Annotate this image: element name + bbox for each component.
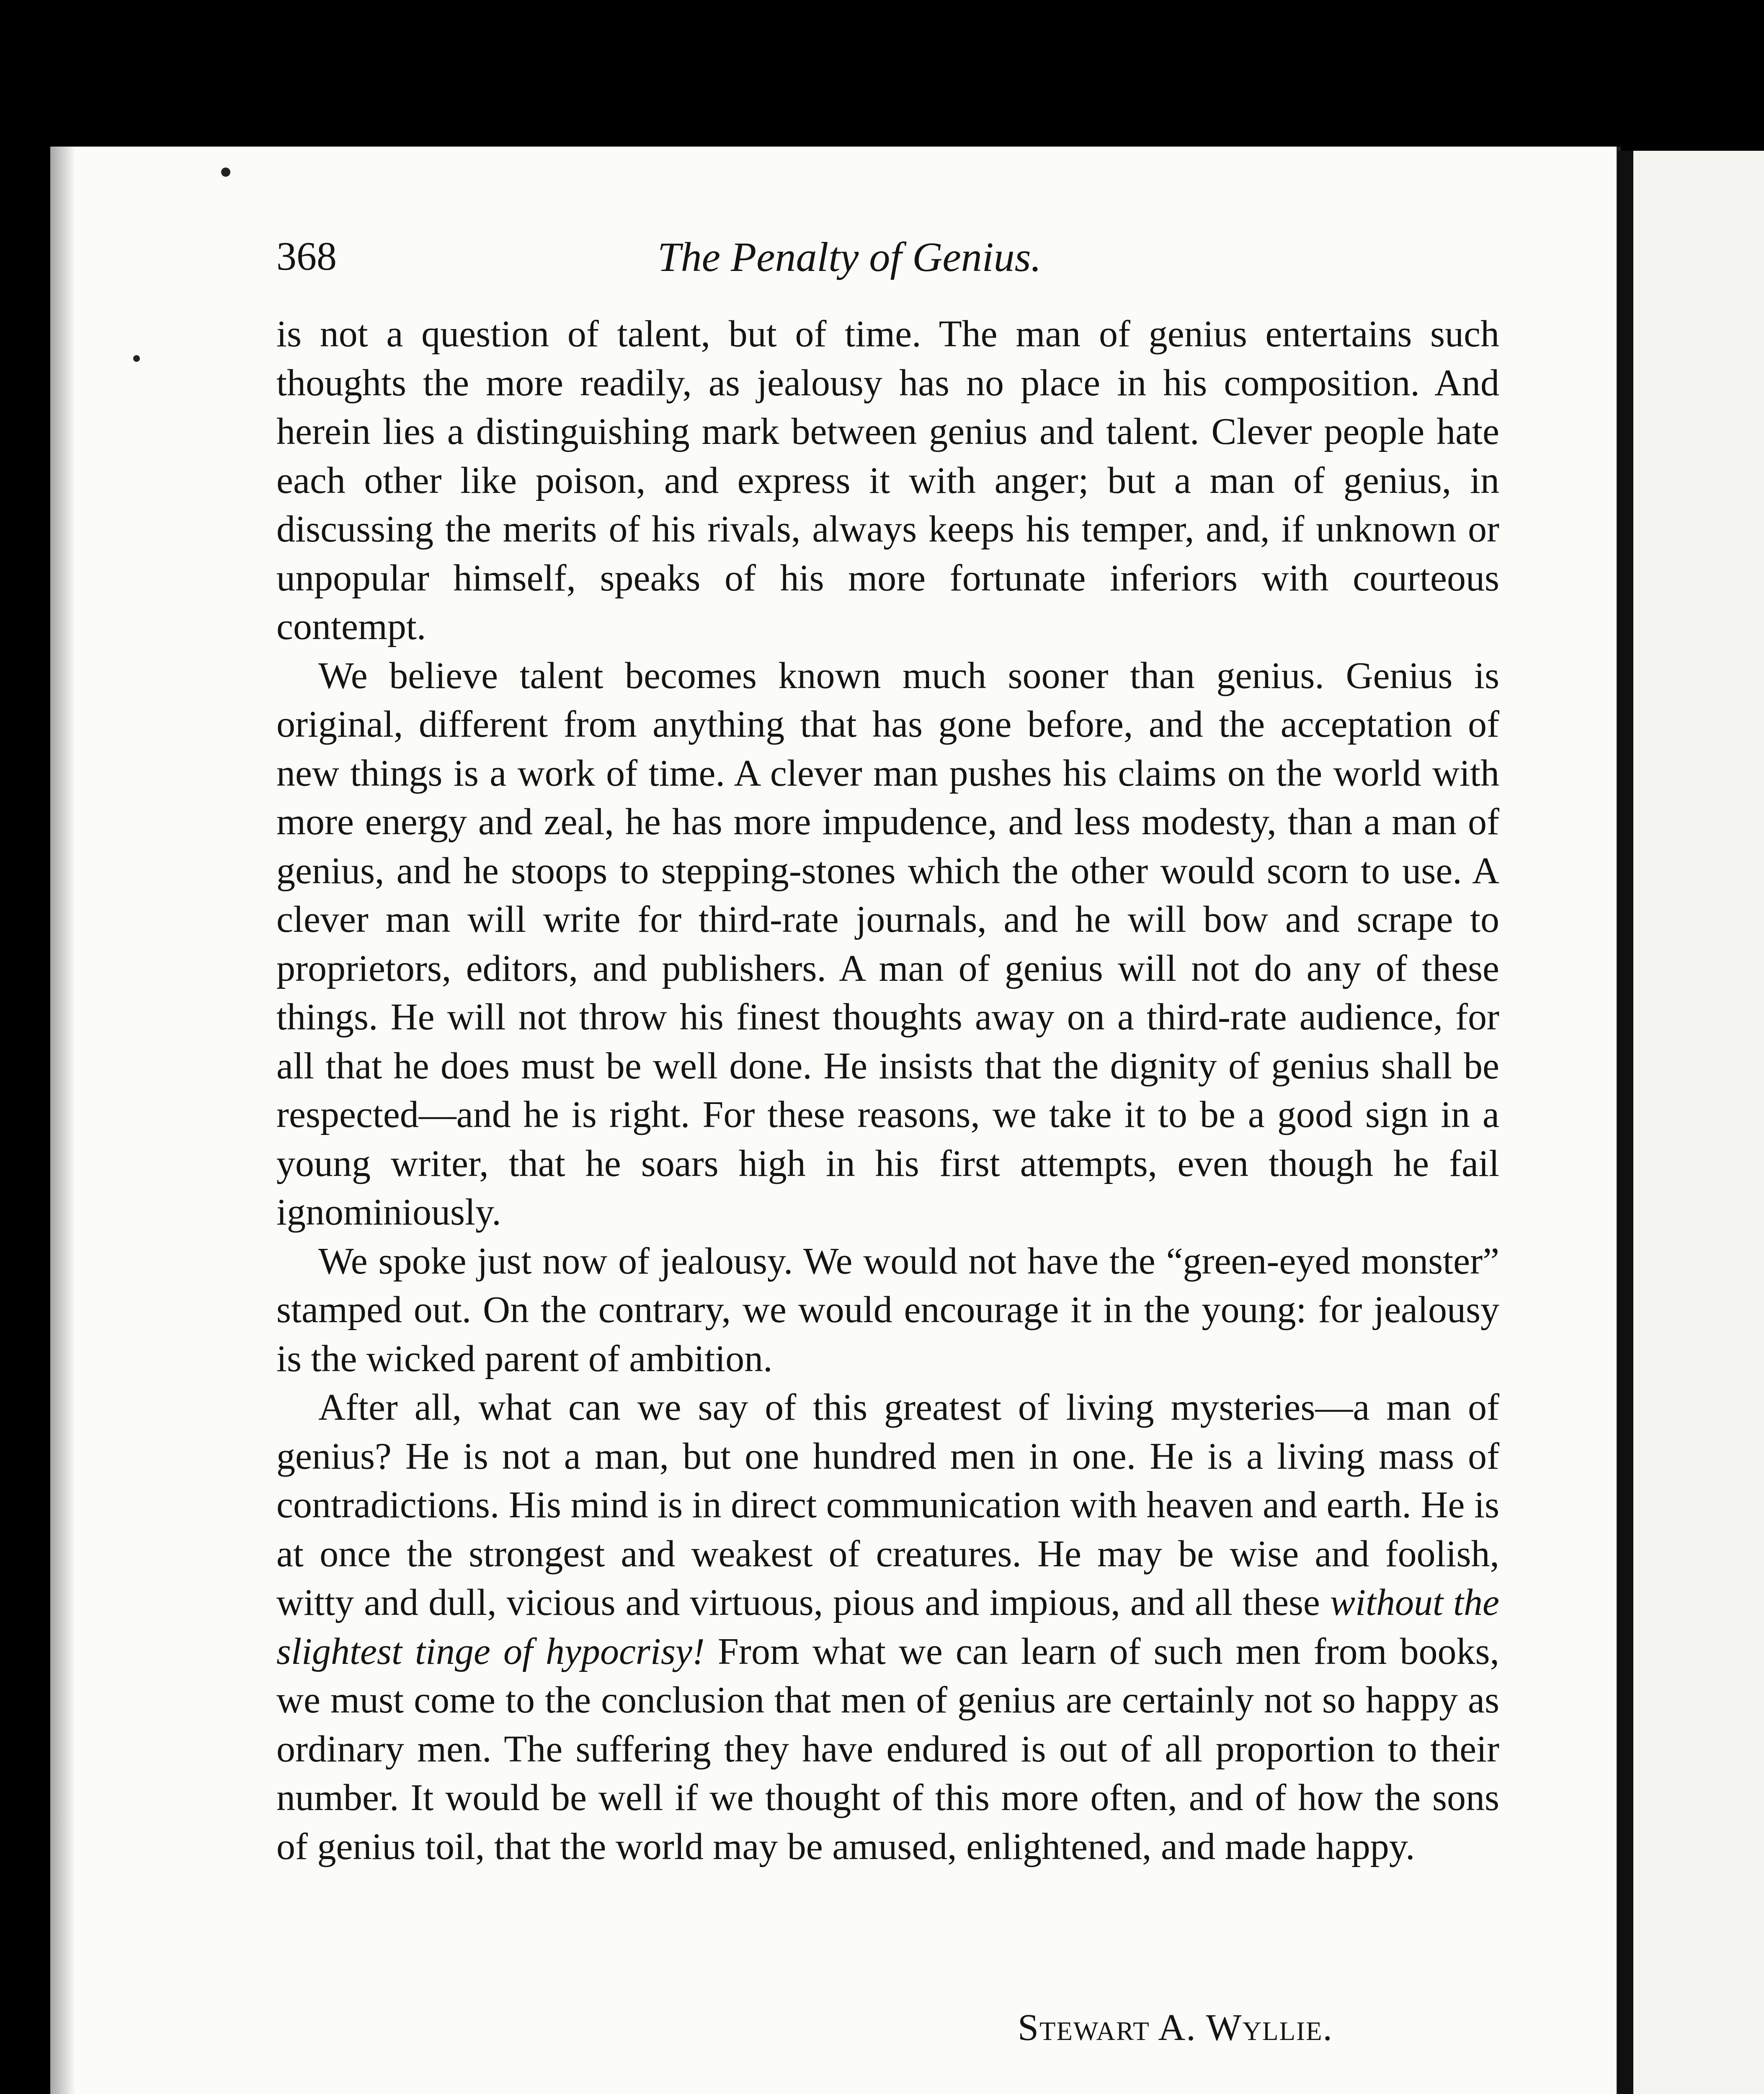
- scan-speck: [133, 355, 140, 362]
- italic-emphasis: without the slightest tinge of hypocrisy!: [276, 1582, 1499, 1672]
- adjacent-page-edge: [1633, 151, 1764, 2094]
- paragraph-text: After all, what can we say of this greatest of living mysteries—a man of genius? He is not a man, but one hundred men in one. He is a living mass of contradictions. His mind is in direct communication with heaven and earth. He is at once the strongest and weakest of creatures. He may be wise and foolish, witty and dull, vicious and virtuous, pious and impious, and all these: [276, 1387, 1499, 1623]
- running-head: The Penalty of Genius.: [658, 234, 1042, 280]
- paragraph: [276, 1383, 1499, 1871]
- paragraph: is not a question of talent, but of time. The man of genius entertains such thoughts the more readily, as jealousy has no place in his composition. And herein lies a distinguishing mark between genius and talent. Clever people hate each other like poison, and express it with anger; but a man of genius, in discussing the merits of his rivals, always keeps his temper, and, if unknown or unpopular himself, speaks of his more fortunate inferiors with courteous contempt.: [276, 313, 1499, 647]
- scan-speck: [221, 168, 230, 177]
- paragraph: We spoke just now of jealousy. We would not have the “green-eyed monster” stamped out. On the contrary, we would encourage it in the young: for jealousy is the wicked parent of ambition.: [276, 1240, 1499, 1380]
- page-number: 368: [276, 234, 337, 279]
- article-body: [276, 310, 1499, 1871]
- page-gutter-shadow: [50, 147, 75, 2094]
- page-gap: [1617, 151, 1633, 2094]
- author-signature: Stewart A. Wyllie.: [1018, 2007, 1333, 2048]
- paragraph: We believe talent becomes known much sooner than genius. Genius is original, different from anything that has gone before, and the acceptation of new things is a work of time. A clever man pushes his claims on the world with more energy and zeal, he has more impudence, and less modesty, than a man of genius, and he stoops to stepping-stones which the other would scorn to use. A clever man will write for third-rate journals, and he will bow and scrape to proprietors, editors, and publishers. A man of genius will not do any of these things. He will not throw his finest thoughts away on a third-rate audience, for all that he does must be well done. He insists that the dignity of genius shall be respected—and he is right. For these reasons, we take it to be a good sign in a young writer, that he soars high in his first attempts, even though he fail ignominiously.: [276, 655, 1499, 1233]
- paragraph-text: From what we can learn of such men from books, we must come to the conclusion that men of genius are certainly not so happy as ordinary men. The suffering they have endured is out of all proportion to their number. It would be well if we thought of this more often, and of how the sons of genius toil, that the world may be amused, enlightened, and made happy.: [276, 1630, 1500, 1867]
